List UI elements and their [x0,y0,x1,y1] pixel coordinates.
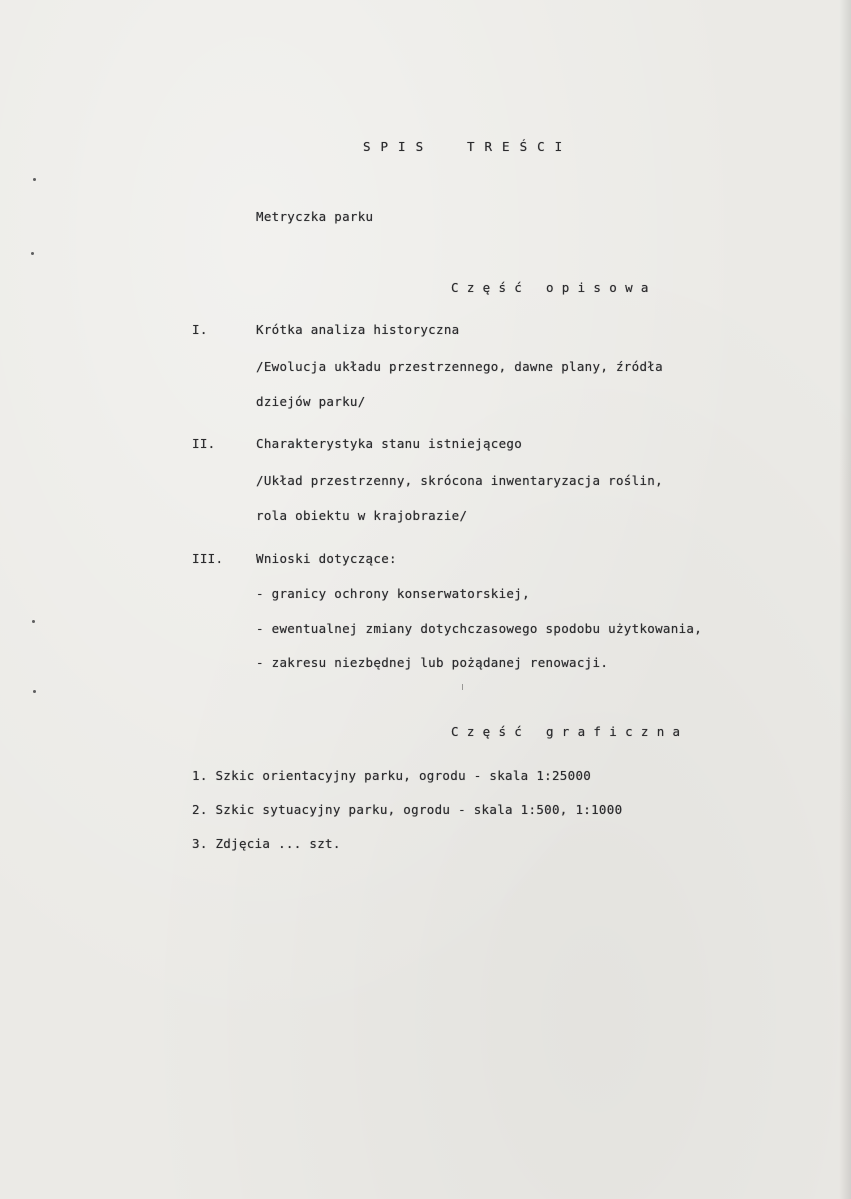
metryczka-label: Metryczka parku [256,209,374,224]
chapter-title: Krótka analiza historyczna [256,322,460,337]
chapter-bullet: - zakresu niezbędnej lub pożądanej renowacji. [256,655,609,670]
chapter-numeral: I. [192,322,208,337]
graphic-item: 3. Zdjęcia ... szt. [192,836,341,851]
margin-mark [33,690,36,693]
title-tresci: TREŚCI [467,139,573,154]
chapter-detail: /Układ przestrzenny, skrócona inwentaryzacja roślin, [256,473,663,488]
chapter-detail: dziejów parku/ [256,394,366,409]
graphic-item: 1. Szkic orientacyjny parku, ogrodu - skala 1:25000 [192,768,592,783]
stray-mark [462,684,463,690]
margin-mark [31,252,34,255]
chapter-numeral: III. [192,551,224,566]
page-edge-shadow [839,0,851,1199]
margin-mark [32,620,35,623]
chapter-bullet: - granicy ochrony konserwatorskiej, [256,586,530,601]
title-spis: SPIS [363,139,434,154]
section-descriptive-heading: Część opisowa [451,280,657,295]
chapter-bullet: - ewentualnej zmiany dotychczasowego spodobu użytkowania, [256,621,703,636]
margin-mark [33,178,36,181]
chapter-title: Charakterystyka stanu istniejącego [256,436,523,451]
chapter-title: Wnioski dotyczące: [256,551,397,566]
chapter-detail: /Ewolucja układu przestrzennego, dawne plany, źródła [256,359,663,374]
section-graphic-heading: Część graficzna [451,724,689,739]
chapter-numeral: II. [192,436,216,451]
chapter-detail: rola obiektu w krajobrazie/ [256,508,468,523]
graphic-item: 2. Szkic sytuacyjny parku, ogrodu - skala 1:500, 1:1000 [192,802,623,817]
